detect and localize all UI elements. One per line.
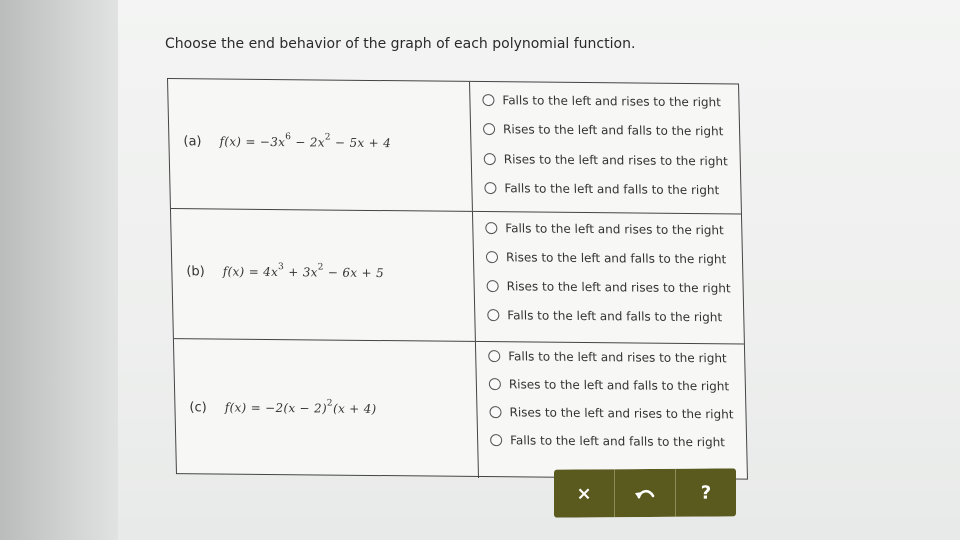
- function-cell: [168, 79, 473, 211]
- option-label: Falls to the left and rises to the right: [505, 221, 724, 238]
- option-radio[interactable]: [484, 178, 719, 200]
- question-label: (b): [186, 264, 205, 280]
- option-label: Rises to the left and rises to the right: [503, 152, 728, 169]
- radio-button[interactable]: [486, 251, 498, 263]
- option-radio[interactable]: [486, 276, 730, 298]
- radio-button[interactable]: [487, 309, 499, 321]
- radio-button[interactable]: [490, 434, 502, 446]
- radio-button[interactable]: [485, 222, 497, 234]
- radio-button[interactable]: [482, 94, 494, 106]
- option-label: Falls to the left and falls to the right: [507, 308, 723, 325]
- option-label: Rises to the left and rises to the right: [509, 405, 734, 422]
- question-row-b: [171, 209, 744, 345]
- option-radio[interactable]: [482, 90, 721, 112]
- options-cell: [478, 342, 747, 481]
- question-label: (a): [183, 134, 202, 150]
- radio-button[interactable]: [489, 378, 501, 390]
- option-radio[interactable]: [490, 430, 725, 452]
- function-cell: [171, 209, 476, 341]
- option-label: Falls to the left and falls to the right: [509, 433, 726, 450]
- radio-button[interactable]: [483, 123, 495, 135]
- question-prompt: Choose the end behavior of the graph of each polynomial function.: [165, 36, 636, 52]
- option-label: Rises to the left and falls to the right: [508, 377, 730, 394]
- option-radio[interactable]: [483, 119, 724, 141]
- close-icon: ×: [576, 482, 592, 504]
- help-button[interactable]: [676, 468, 736, 516]
- option-label: Rises to the left and falls to the right: [505, 250, 727, 267]
- question-row-a: [168, 79, 741, 215]
- function-expression: $f(x) = -3x^6 - 2x^2 - 5x + 4$: [219, 132, 392, 151]
- options-cell: [472, 82, 741, 214]
- undo-button[interactable]: [615, 469, 676, 517]
- question-table: [167, 78, 748, 480]
- function-expression: $f(x) = -2(x - 2)^2(x + 4)$: [224, 398, 377, 417]
- option-radio[interactable]: [486, 247, 727, 269]
- function-cell: [174, 339, 479, 478]
- option-radio[interactable]: [485, 218, 724, 240]
- option-label: Falls to the left and falls to the right: [504, 181, 720, 198]
- undo-icon: [634, 486, 656, 500]
- function-b: [186, 263, 384, 281]
- options-cell: [475, 212, 744, 344]
- function-c: [189, 399, 376, 417]
- radio-button[interactable]: [487, 280, 499, 292]
- option-radio[interactable]: [489, 374, 730, 396]
- option-radio[interactable]: [488, 346, 727, 368]
- option-label: Rises to the left and rises to the right: [506, 279, 731, 296]
- question-label: (c): [189, 400, 207, 416]
- option-label: Falls to the left and rises to the right: [502, 93, 722, 110]
- radio-button[interactable]: [484, 182, 496, 194]
- answer-toolbar: [554, 468, 736, 517]
- clear-button[interactable]: [554, 469, 615, 517]
- function-expression: $f(x) = 4x^3 + 3x^2 - 6x + 5$: [222, 262, 385, 281]
- option-label: Falls to the left and rises to the right: [508, 349, 727, 366]
- option-radio[interactable]: [484, 149, 728, 171]
- radio-button[interactable]: [488, 350, 500, 362]
- function-a: [183, 133, 391, 151]
- option-label: Rises to the left and falls to the right: [502, 122, 724, 139]
- help-icon: ?: [700, 482, 712, 504]
- option-radio[interactable]: [489, 402, 733, 424]
- option-radio[interactable]: [487, 305, 722, 327]
- radio-button[interactable]: [489, 406, 501, 418]
- question-row-c: [174, 339, 747, 481]
- radio-button[interactable]: [484, 153, 496, 165]
